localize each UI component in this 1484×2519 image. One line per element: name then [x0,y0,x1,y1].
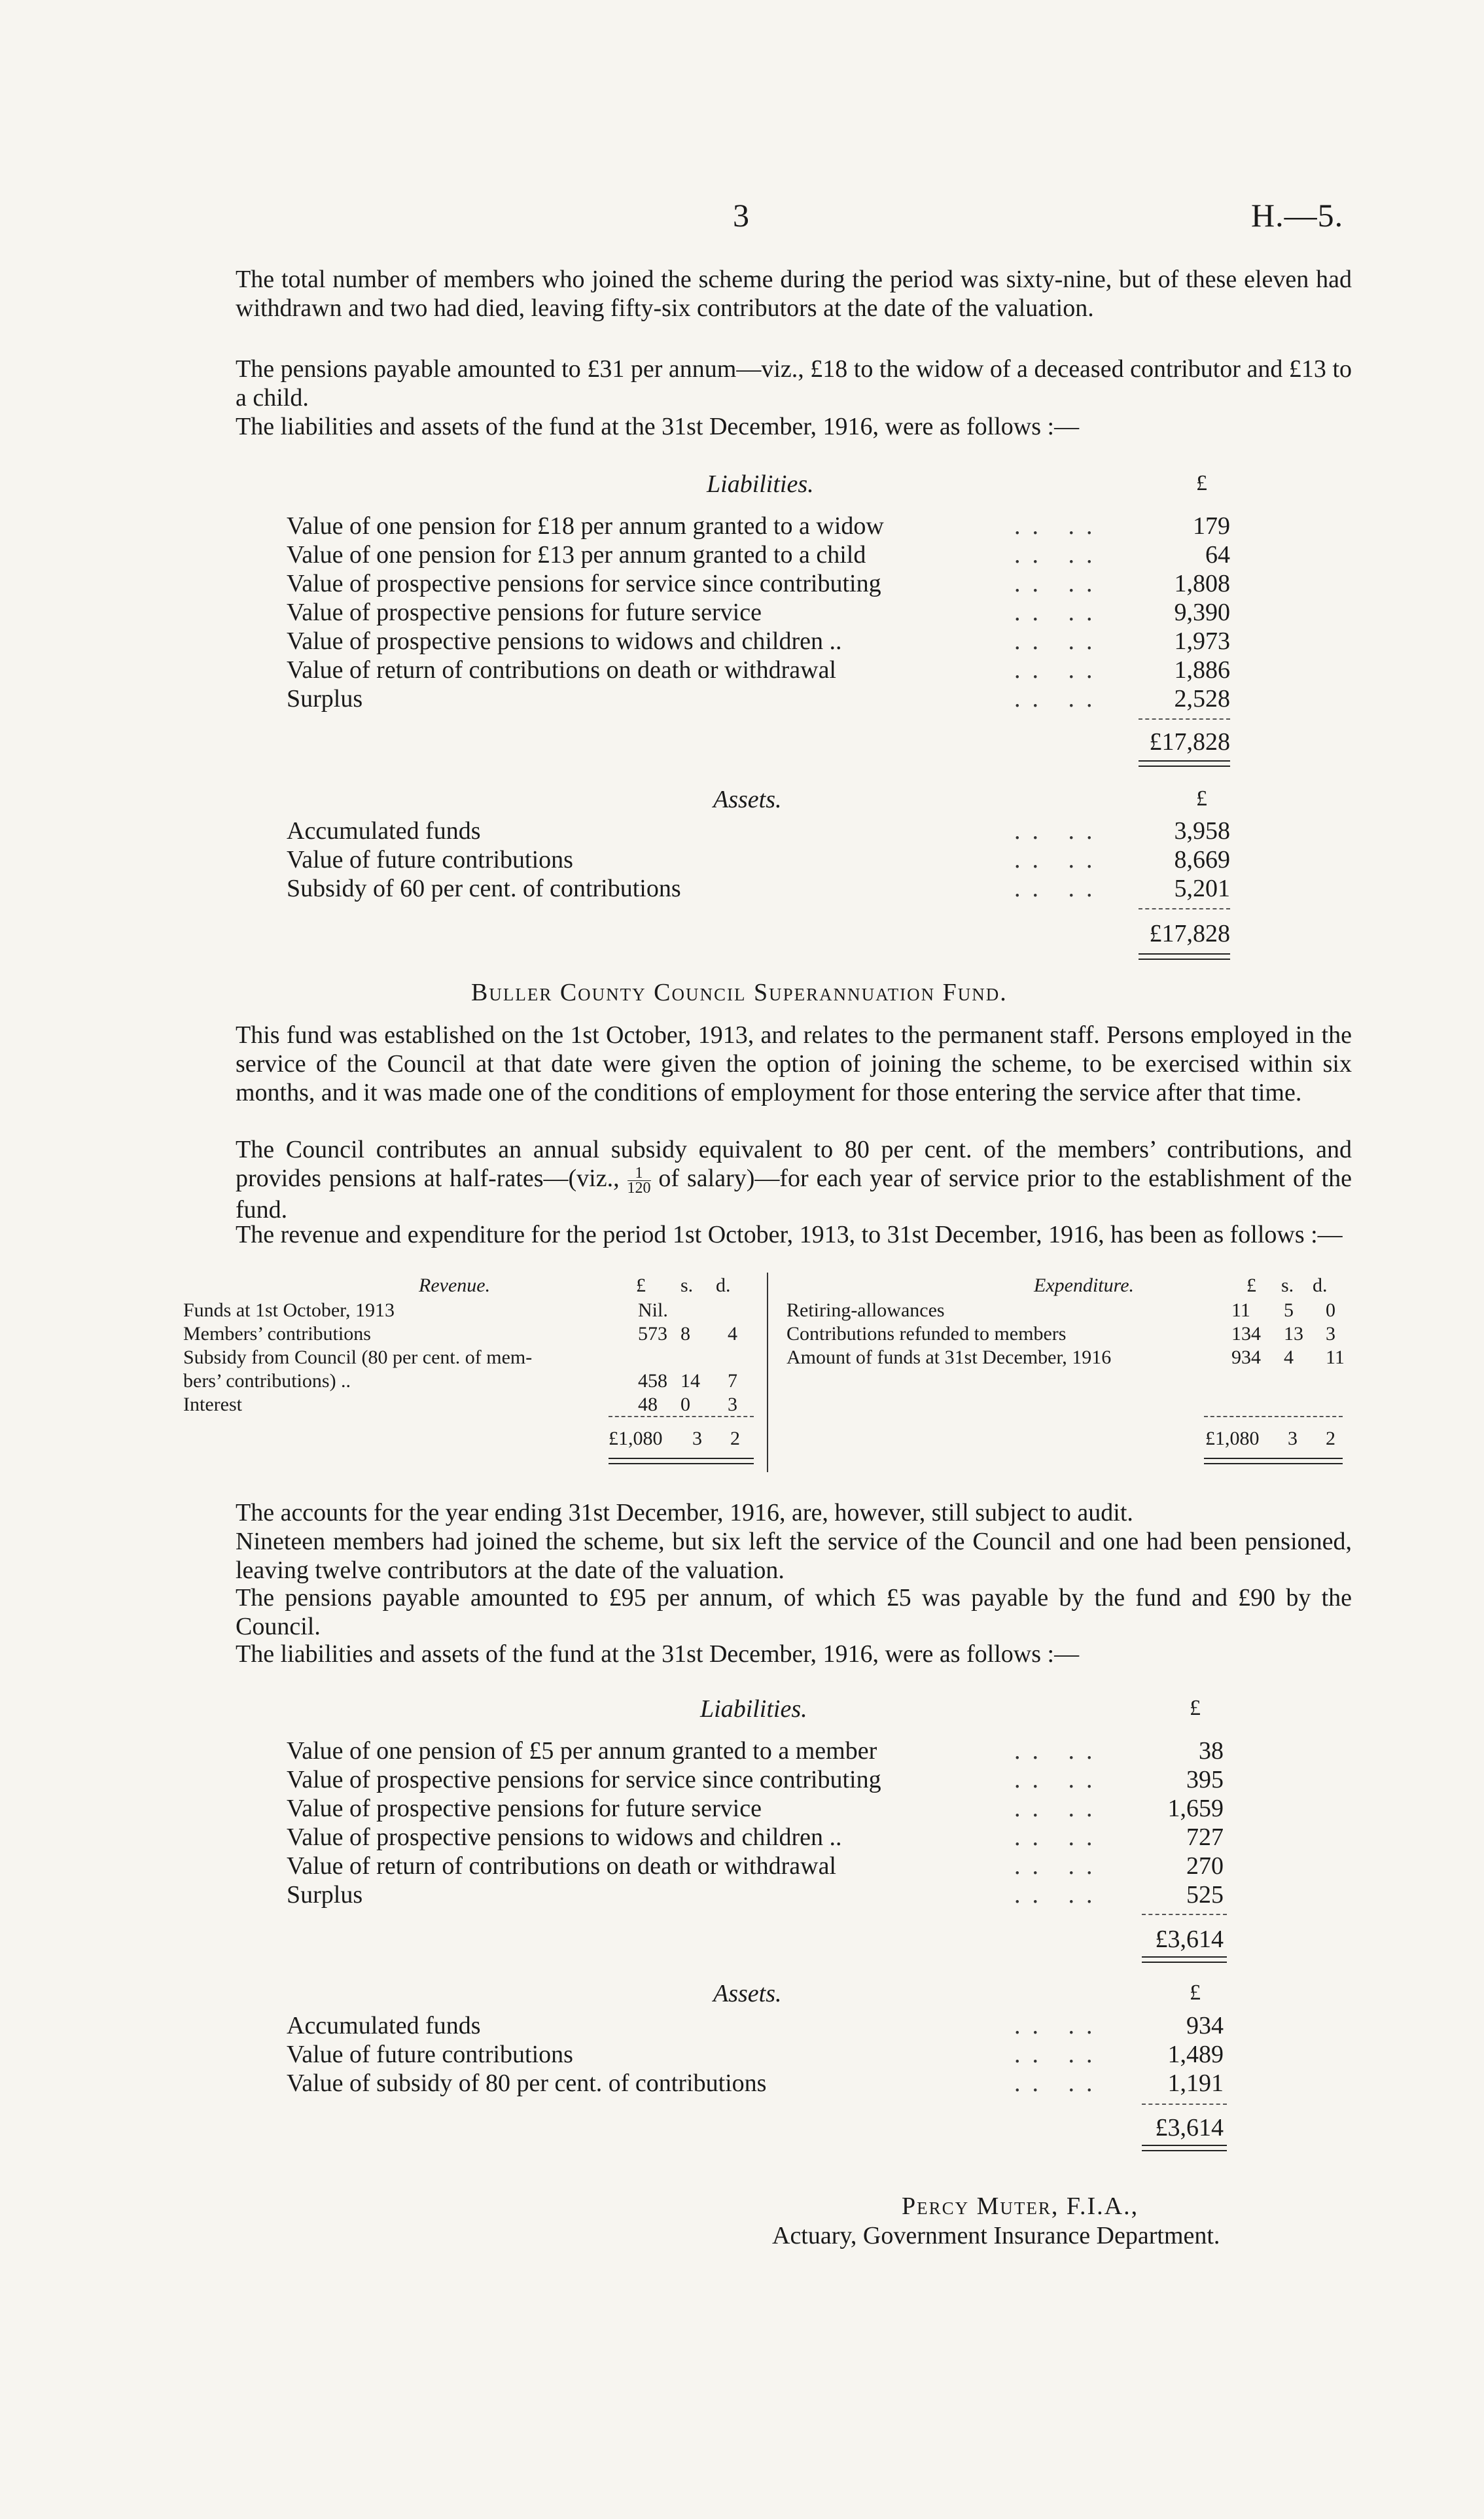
line-item-label: Value of one pension of £5 per annum granted to a member [287,1737,877,1765]
intro-paragraph-2: The pensions payable amounted to £31 per annum—viz., £18 to the widow of a deceased contributor and £13 to a child. [236,355,1352,412]
table1-total-rule-2 [1139,766,1230,767]
expenditure-total-rule-1 [1204,1458,1343,1459]
account-row-pounds: 458 [638,1370,667,1392]
line-item-row [287,512,1230,540]
line-item-row [287,1765,1224,1794]
leader-dots: .. .. [1014,685,1104,713]
leader-dots: .. .. [1014,1737,1104,1765]
line-item-value: 8,669 [1174,846,1230,873]
line-item-label: Value of one pension for £18 per annum granted to a widow [287,512,884,540]
account-row-pence: 3 [1326,1323,1335,1345]
line-item-row [287,845,1230,874]
line-item-value: 179 [1193,512,1230,540]
account-row-pence: 11 [1326,1347,1345,1368]
leader-dots: .. .. [1014,1852,1104,1880]
line-item-value: 1,808 [1174,570,1230,597]
line-item-value: 3,958 [1174,817,1230,845]
line-item-row [287,1794,1224,1823]
line-item-row [287,1852,1224,1880]
line-item-value: 64 [1205,541,1230,569]
account-row-pounds: 11 [1231,1299,1250,1321]
table1-assets-rule-2 [1139,959,1230,960]
account-row-shillings: 5 [1284,1299,1294,1321]
account-row-pounds: 48 [638,1394,658,1415]
revenue-subtotal-rule [609,1416,754,1417]
table2-assets-heading: Assets. [713,1980,782,2007]
expenditure-total-shillings: 3 [1288,1428,1298,1449]
table2-liabilities-heading: Liabilities. [700,1695,807,1723]
line-item-value: 5,201 [1174,875,1230,902]
buller-paragraph-1: This fund was established on the 1st October, 1913, and relates to the permanent staff. Persons employed in the service of the Council at that date were given the option of joining the scheme, to be exercised within six months, and it was made one of the conditions of employment for those entering the service after that time. [236,1021,1352,1106]
leader-dots: .. .. [1014,2041,1104,2068]
table2-assets-currency: £ [1190,1981,1201,2005]
line-item-row [287,598,1230,627]
line-item-row [287,684,1230,713]
leader-dots: .. .. [1014,817,1104,845]
leader-dots: .. .. [1014,846,1104,873]
line-item-label: Value of return of contributions on death or withdrawal [287,1852,836,1880]
revenue-col-shillings: s. [680,1275,694,1296]
line-item-value: 525 [1186,1881,1224,1909]
line-item-row [287,1823,1224,1852]
revenue-col-pounds: £ [636,1275,646,1296]
line-item-label: Value of return of contributions on death or withdrawal [287,656,836,684]
after-paragraph-3: The pensions payable amounted to £95 per annum, of which £5 was payable by the fund and £90 by the Council. [236,1584,1352,1640]
account-row-shillings: 8 [680,1323,690,1345]
account-row-shillings: 13 [1284,1323,1303,1345]
account-row-label: Retiring-allowances [786,1299,945,1321]
account-row-label: Subsidy from Council (80 per cent. of mem- [183,1347,533,1368]
revenue-total-pence: 2 [730,1428,740,1449]
account-row-shillings: 4 [1284,1347,1294,1368]
line-item-row [287,1880,1224,1909]
account-row-pence: 7 [728,1370,737,1392]
leader-dots: .. .. [1014,1766,1104,1793]
line-item-row [287,627,1230,656]
line-item-value: 9,390 [1174,599,1230,626]
account-row-pounds: Nil. [638,1299,668,1321]
line-item-row [287,2011,1224,2040]
line-item-label: Surplus [287,1881,363,1909]
line-item-label: Value of prospective pensions for future service [287,599,762,626]
expenditure-col-shillings: s. [1281,1275,1294,1296]
revenue-col-pence: d. [716,1275,731,1296]
table1-currency-symbol: £ [1196,471,1207,495]
page-number: 3 [733,197,749,234]
leader-dots: .. .. [1014,627,1104,655]
expenditure-col-pence: d. [1313,1275,1328,1296]
table2-currency-symbol: £ [1190,1696,1201,1720]
line-item-label: Accumulated funds [287,2012,481,2039]
line-item-label: Value of prospective pensions for service since contributing [287,570,881,597]
line-item-label: Accumulated funds [287,817,481,845]
line-item-label: Subsidy of 60 per cent. of contributions [287,875,681,902]
expenditure-heading: Expenditure. [1034,1275,1135,1296]
expenditure-total-pence: 2 [1326,1428,1335,1449]
table1-subtotal-rule [1139,718,1230,720]
table2-assets-total: £3,614 [1155,2114,1224,2141]
revenue-heading: Revenue. [419,1275,491,1296]
line-item-row [287,1736,1224,1765]
account-divider [767,1273,768,1472]
revenue-total-pounds: £1,080 [609,1428,663,1449]
revenue-total-rule-2 [609,1463,754,1464]
leader-dots: .. .. [1014,541,1104,569]
line-item-value: 934 [1186,2012,1224,2039]
leader-dots: .. .. [1014,1823,1104,1851]
line-item-value: 727 [1186,1823,1224,1851]
line-item-value: 270 [1186,1852,1224,1880]
account-row-pounds: 134 [1231,1323,1261,1345]
fraction: $\frac{1}{120}$ [627,1164,651,1197]
line-item-label: Value of subsidy of 80 per cent. of contributions [287,2070,767,2097]
table1-assets-currency: £ [1196,786,1207,811]
leader-dots: .. .. [1014,570,1104,597]
document-reference: H.—5. [1251,197,1344,234]
line-item-value: 38 [1199,1737,1224,1765]
account-row-pence: 0 [1326,1299,1335,1321]
account-row-label: Funds at 1st October, 1913 [183,1299,395,1321]
intro-paragraph-3: The liabilities and assets of the fund at the 31st December, 1916, were as follows :— [236,413,1080,440]
leader-dots: .. .. [1014,1881,1104,1909]
section-title: Buller County Council Superannuation Fund. [471,979,1008,1006]
line-item-value: 1,191 [1167,2070,1224,2097]
account-row-label: Amount of funds at 31st December, 1916 [786,1347,1112,1368]
line-item-label: Value of future contributions [287,846,573,873]
line-item-label: Value of future contributions [287,2041,573,2068]
after-paragraph-4: The liabilities and assets of the fund at the 31st December, 1916, were as follows :— [236,1640,1080,1668]
table2-assets-rule-2 [1142,2150,1227,2151]
expenditure-total-rule-2 [1204,1463,1343,1464]
table2-total-rule-1 [1142,1956,1227,1958]
after-paragraph-2: Nineteen members had joined the scheme, but six left the service of the Council and one had been pensioned, leaving twelve contributors at the date of the valuation. [236,1528,1352,1584]
buller-paragraph-2: The Council contributes an annual subsidy equivalent to 80 per cent. of the members’ contributions, and provides pensions at half-rates—(viz., $\frac{1}{120}$ of salary)—for each year of service prior to the establishment of the fund. [236,1136,1352,1224]
after-paragraph-1: The accounts for the year ending 31st December, 1916, are, however, still subject to audit. [236,1499,1133,1526]
leader-dots: .. .. [1014,599,1104,626]
leader-dots: .. .. [1014,2012,1104,2039]
table2-total-rule-2 [1142,1962,1227,1963]
table2-assets-rule-1 [1142,2145,1227,2146]
signature-name: Percy Muter, F.I.A., [902,2193,1139,2220]
expenditure-col-pounds: £ [1246,1275,1256,1296]
table1-liabilities-total: £17,828 [1149,728,1230,756]
leader-dots: .. .. [1014,2070,1104,2097]
revenue-total-rule-1 [609,1458,754,1459]
account-row-pounds: 573 [638,1323,667,1345]
line-item-value: 1,489 [1167,2041,1224,2068]
table1-total-rule-1 [1139,760,1230,762]
account-row-pence: 3 [728,1394,737,1415]
table1-liabilities-heading: Liabilities. [707,470,814,498]
line-item-row [287,817,1230,845]
line-item-value: 2,528 [1174,685,1230,713]
account-row-label: Interest [183,1394,242,1415]
line-item-row [287,540,1230,569]
line-item-value: 1,973 [1174,627,1230,655]
line-item-row [287,2069,1224,2098]
line-item-row [287,569,1230,598]
account-row-pounds: 934 [1231,1347,1261,1368]
table2-assets-subtotal-rule [1142,2104,1227,2105]
line-item-value: 1,659 [1167,1795,1224,1822]
line-item-row [287,2040,1224,2069]
leader-dots: .. .. [1014,656,1104,684]
line-item-label: Value of prospective pensions for future service [287,1795,762,1822]
table1-assets-total: £17,828 [1149,920,1230,947]
buller-paragraph-3: The revenue and expenditure for the period 1st October, 1913, to 31st December, 1916, has been as follows :— [236,1221,1343,1248]
account-row-label: Contributions refunded to members [786,1323,1067,1345]
line-item-label: Value of prospective pensions to widows and children .. [287,627,842,655]
expenditure-subtotal-rule [1204,1416,1343,1417]
revenue-total-shillings: 3 [692,1428,702,1449]
line-item-row [287,874,1230,903]
leader-dots: .. .. [1014,512,1104,540]
account-row-label: Members’ contributions [183,1323,371,1345]
line-item-label: Value of prospective pensions to widows and children .. [287,1823,842,1851]
expenditure-total-pounds: £1,080 [1205,1428,1260,1449]
account-row-pence: 4 [728,1323,737,1345]
line-item-label: Value of prospective pensions for service since contributing [287,1766,881,1793]
table1-assets-subtotal-rule [1139,908,1230,909]
intro-paragraph-1: The total number of members who joined the scheme during the period was sixty-nine, but of these eleven had withdrawn and two had died, leaving fifty-six contributors at the date of the valuation. [236,266,1352,322]
line-item-row [287,656,1230,684]
account-row-shillings: 14 [680,1370,700,1392]
line-item-label: Surplus [287,685,363,713]
line-item-label: Value of one pension for £13 per annum granted to a child [287,541,866,569]
account-row-label: bers’ contributions) .. [183,1370,351,1392]
leader-dots: .. .. [1014,1795,1104,1822]
signature-title: Actuary, Government Insurance Department. [772,2222,1220,2249]
line-item-value: 395 [1186,1766,1224,1793]
leader-dots: .. .. [1014,875,1104,902]
line-item-value: 1,886 [1174,656,1230,684]
table1-assets-rule-1 [1139,953,1230,955]
table2-liabilities-total: £3,614 [1155,1926,1224,1953]
table2-subtotal-rule [1142,1914,1227,1915]
account-row-shillings: 0 [680,1394,690,1415]
table1-assets-heading: Assets. [713,786,782,813]
